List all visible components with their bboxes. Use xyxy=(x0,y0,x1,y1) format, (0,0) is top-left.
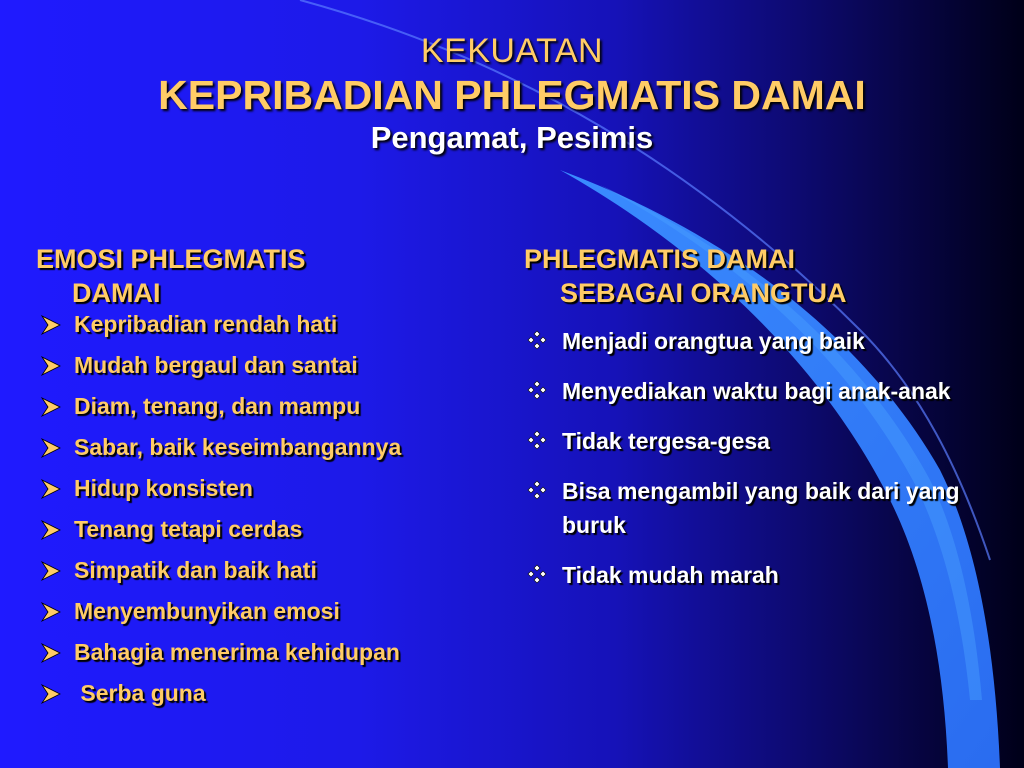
arrowhead-bullet-icon xyxy=(40,597,64,626)
list-item xyxy=(524,474,994,542)
list-item xyxy=(524,558,994,592)
list-item xyxy=(36,392,506,433)
list-item-text: Tidak mudah marah xyxy=(562,562,779,588)
list-item-text: Menyembunyikan emosi xyxy=(74,598,340,624)
list-item xyxy=(36,310,506,351)
list-item xyxy=(524,324,994,358)
arrowhead-bullet-icon xyxy=(40,556,64,585)
four-diamond-bullet-icon xyxy=(527,380,547,400)
list-item-text: Tidak tergesa-gesa xyxy=(562,428,770,454)
arrowhead-bullet-icon xyxy=(40,515,64,544)
title-line-1: KEKUATAN xyxy=(420,32,604,70)
list-item-text: Mudah bergaul dan santai xyxy=(74,352,358,378)
list-item xyxy=(36,597,506,638)
right-heading-line-1: PHLEGMATIS DAMAI xyxy=(524,244,795,274)
list-item-text: Hidup konsisten xyxy=(74,475,253,501)
right-heading-line-2: SEBAGAI ORANGTUA xyxy=(560,278,847,308)
left-heading-line-2: DAMAI xyxy=(72,278,161,308)
subtitle: Pengamat, Pesimis xyxy=(370,120,654,155)
arrowhead-bullet-icon xyxy=(40,351,64,380)
list-item-text: Tenang tetapi cerdas xyxy=(74,516,303,542)
left-column xyxy=(36,242,506,720)
list-item xyxy=(36,474,506,515)
right-bullet-list xyxy=(524,324,994,592)
right-column xyxy=(524,242,994,608)
left-heading-line-1: EMOSI PHLEGMATIS xyxy=(36,244,306,274)
left-column-heading xyxy=(36,242,506,310)
four-diamond-bullet-icon xyxy=(527,430,547,450)
list-item xyxy=(36,351,506,392)
list-item-text: Menyediakan waktu bagi anak-anak xyxy=(562,378,951,404)
list-item xyxy=(36,679,506,720)
list-item-text: Simpatik dan baik hati xyxy=(74,557,317,583)
list-item-text: Kepribadian rendah hati xyxy=(74,311,338,337)
arrowhead-bullet-icon xyxy=(40,392,64,421)
four-diamond-bullet-icon xyxy=(527,480,547,500)
list-item-text: Sabar, baik keseimbangannya xyxy=(74,434,402,460)
list-item xyxy=(524,374,994,408)
list-item xyxy=(36,556,506,597)
four-diamond-bullet-icon xyxy=(527,330,547,350)
list-item-text: Menjadi orangtua yang baik xyxy=(562,328,865,354)
slide-title xyxy=(0,30,1024,158)
four-diamond-bullet-icon xyxy=(527,564,547,584)
title-line-2: KEPRIBADIAN PHLEGMATIS DAMAI xyxy=(158,72,866,118)
list-item-text: Bahagia menerima kehidupan xyxy=(74,639,400,665)
list-item xyxy=(36,433,506,474)
arrowhead-bullet-icon xyxy=(40,310,64,339)
arrowhead-bullet-icon xyxy=(40,474,64,503)
list-item-text: Serba guna xyxy=(74,680,206,706)
list-item xyxy=(524,424,994,458)
list-item-text: Diam, tenang, dan mampu xyxy=(74,393,361,419)
list-item xyxy=(36,638,506,679)
list-item-text: Bisa mengambil yang baik dari yang buruk xyxy=(562,478,960,538)
arrowhead-bullet-icon xyxy=(40,638,64,667)
arrowhead-bullet-icon xyxy=(40,433,64,462)
right-column-heading xyxy=(524,242,994,310)
list-item xyxy=(36,515,506,556)
arrowhead-bullet-icon xyxy=(40,679,64,708)
left-bullet-list xyxy=(36,310,506,720)
